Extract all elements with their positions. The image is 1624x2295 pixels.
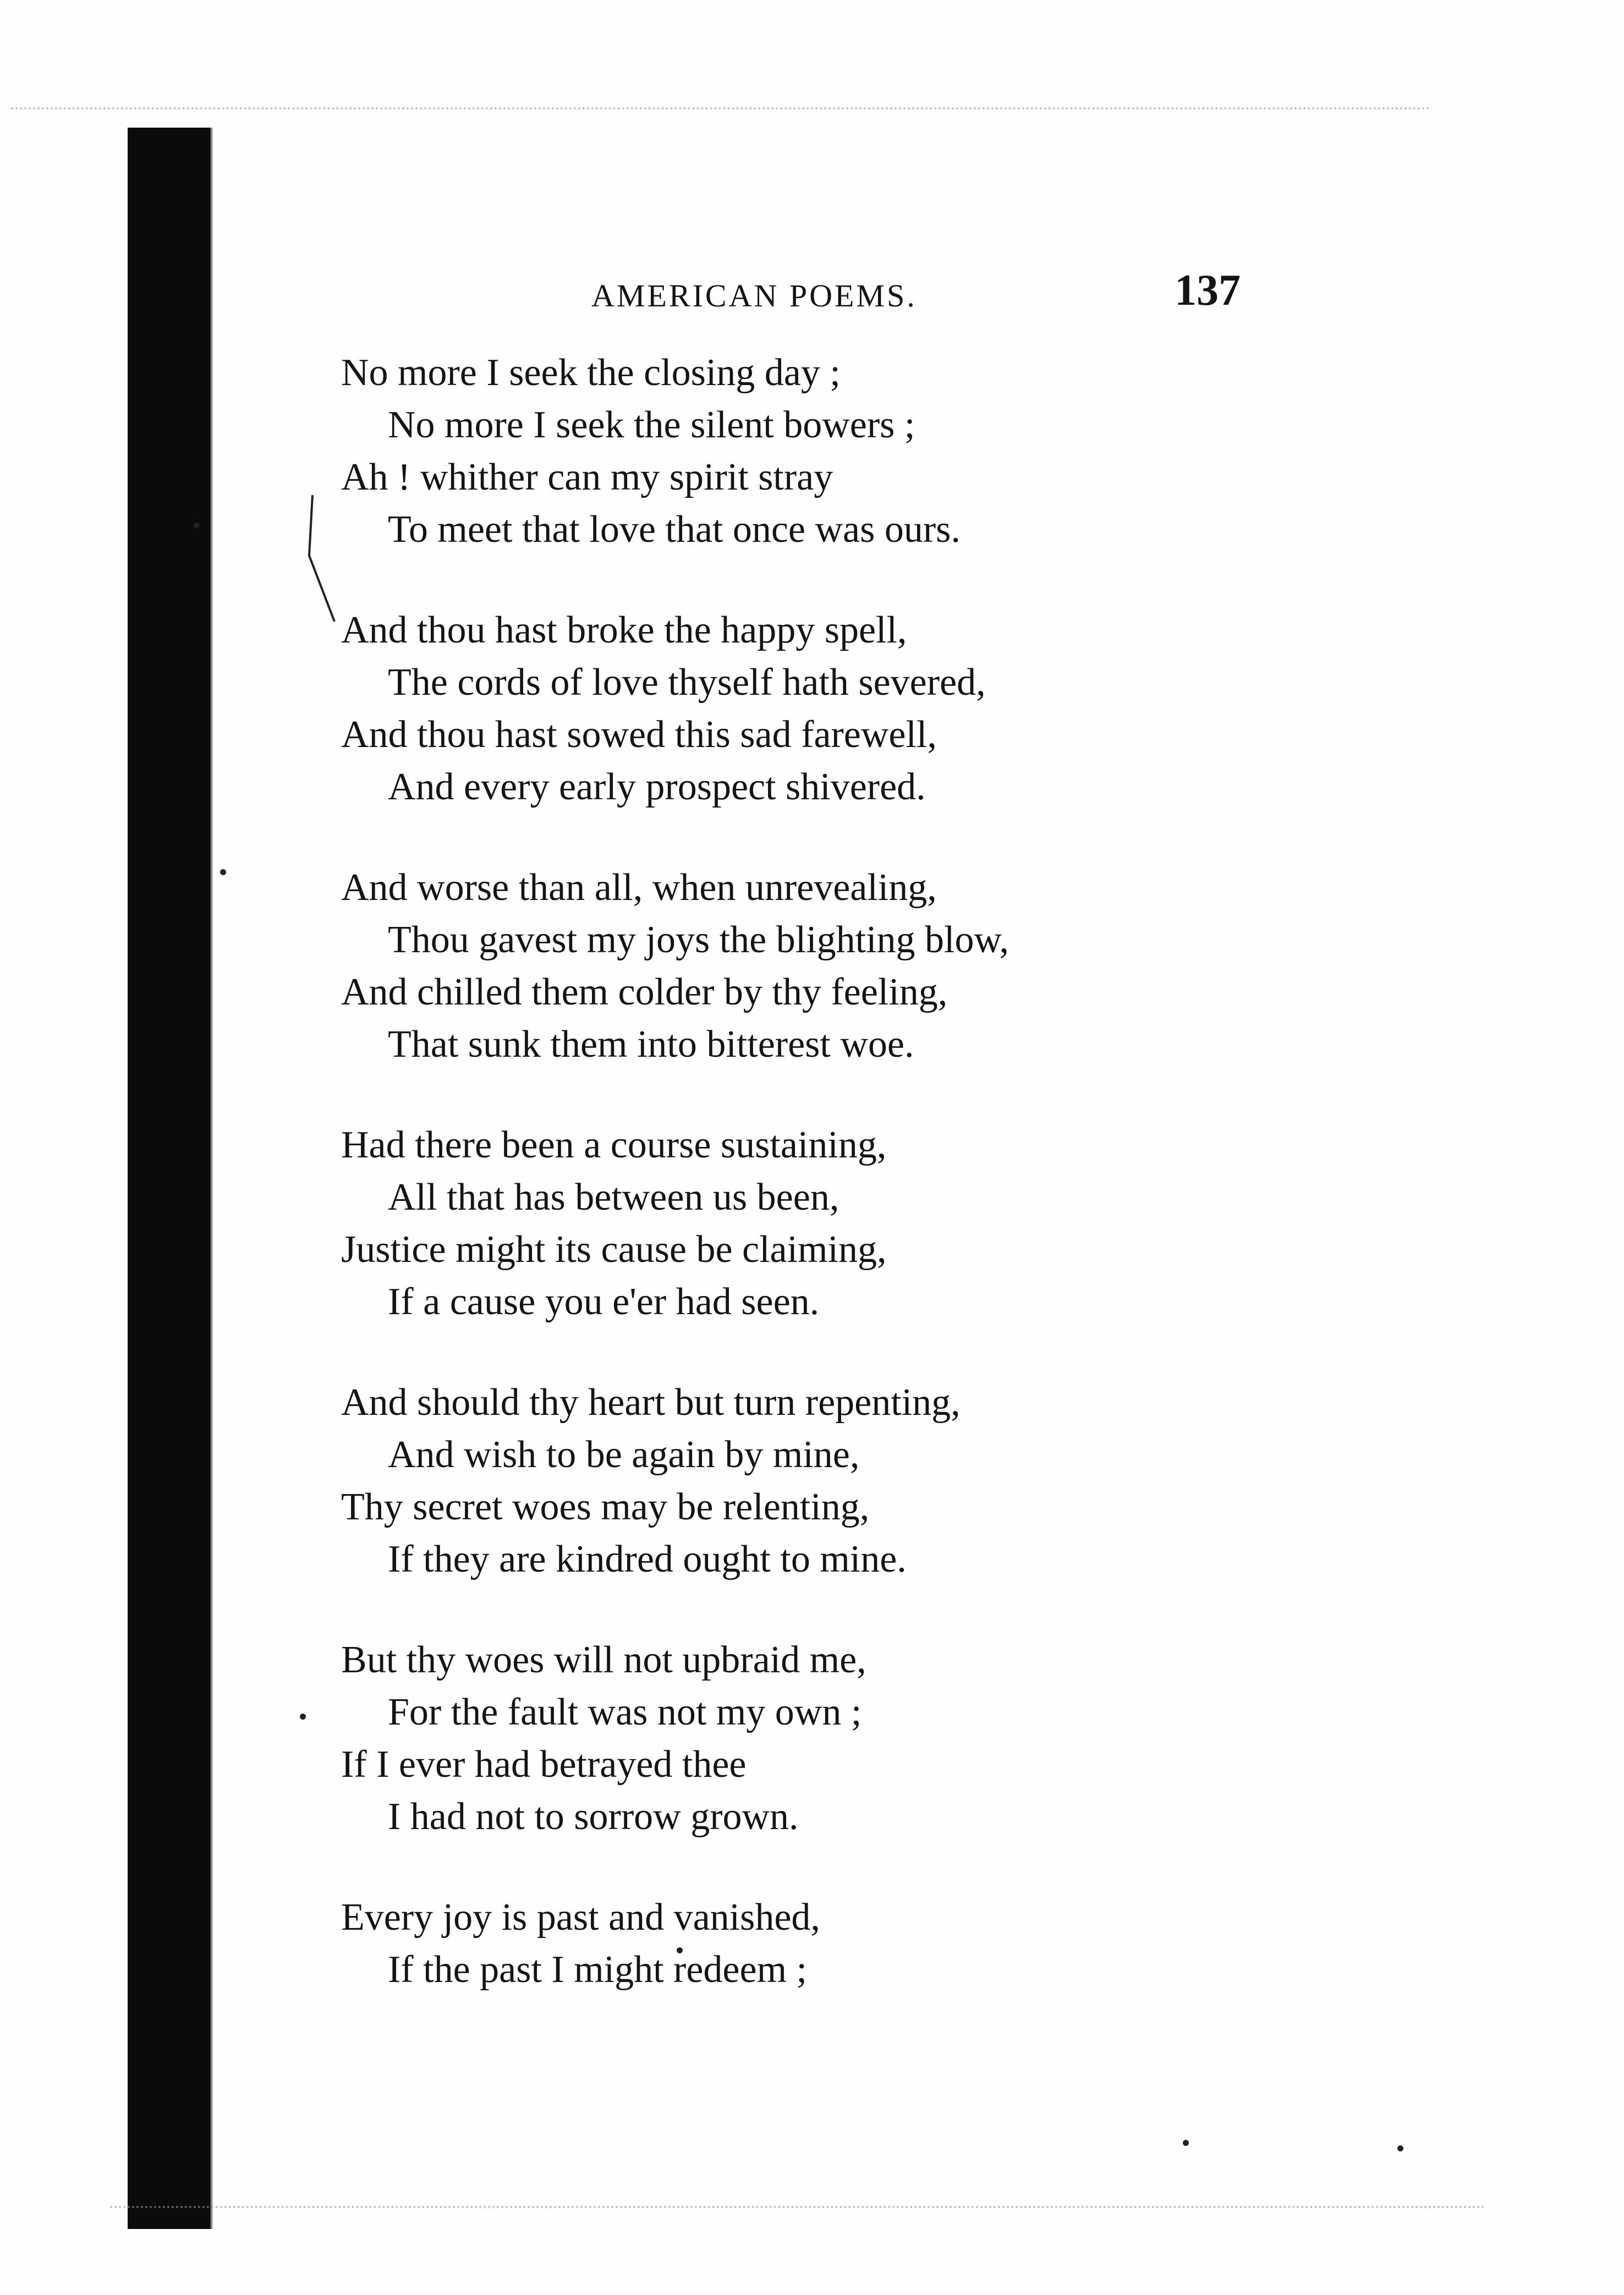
poem-line: For the fault was not my own ; xyxy=(388,1691,862,1733)
stanza xyxy=(341,1891,1441,1996)
poem-line: And thou hast sowed this sad farewell, xyxy=(341,713,937,756)
margin-pen-mark xyxy=(301,495,340,622)
poem-line: Thy secret woes may be relenting, xyxy=(341,1486,870,1528)
stanza xyxy=(341,861,1441,1070)
poem-line: And chilled them colder by thy feeling, xyxy=(341,971,948,1013)
ink-speck xyxy=(1397,2145,1403,2151)
stanza xyxy=(341,604,1441,813)
poem-line: Had there been a course sustaining, xyxy=(341,1124,887,1166)
stanza xyxy=(341,1634,1441,1843)
ink-speck xyxy=(194,523,200,529)
poem-line: If I ever had betrayed thee xyxy=(341,1743,747,1786)
poem-line: All that has between us been, xyxy=(388,1176,840,1218)
ink-speck xyxy=(220,869,226,875)
scan-noise-top xyxy=(11,107,1430,109)
binding-shadow xyxy=(128,128,210,2229)
ink-speck xyxy=(1183,2140,1189,2146)
poem-line: Thou gavest my joys the blighting blow, xyxy=(388,919,1009,961)
poem-line: And every early prospect shivered. xyxy=(388,766,926,808)
running-title: AMERICAN POEMS. xyxy=(591,278,917,314)
stanza xyxy=(341,1376,1441,1585)
page-number: 137 xyxy=(1175,266,1241,315)
poem-line: If the past I might redeem ; xyxy=(388,1948,807,1991)
poem-line: That sunk them into bitterest woe. xyxy=(388,1023,914,1066)
scan-noise-bottom xyxy=(110,2206,1485,2208)
poem-body xyxy=(341,347,1441,2044)
poem-line: If a cause you e'er had seen. xyxy=(388,1281,820,1323)
poem-line: And should thy heart but turn repenting, xyxy=(341,1381,961,1424)
poem-line: Justice might its cause be claiming, xyxy=(341,1228,887,1271)
poem-line: I had not to sorrow grown. xyxy=(388,1796,799,1838)
poem-line: If they are kindred ought to mine. xyxy=(388,1538,907,1580)
poem-line: And thou hast broke the happy spell, xyxy=(341,609,907,651)
poem-line: No more I seek the silent bowers ; xyxy=(388,404,915,446)
poem-line: No more I seek the closing day ; xyxy=(341,352,841,394)
poem-line: To meet that love that once was ours. xyxy=(388,508,961,551)
poem-line: And worse than all, when unrevealing, xyxy=(341,866,937,909)
stanza xyxy=(341,1119,1441,1328)
poem-line: But thy woes will not upbraid me, xyxy=(341,1639,866,1681)
poem-line: The cords of love thyself hath severed, xyxy=(388,661,986,704)
poem-line: Every joy is past and vanished, xyxy=(341,1896,820,1939)
poem-line: Ah ! whither can my spirit stray xyxy=(341,456,833,498)
poem-line: And wish to be again by mine, xyxy=(388,1434,860,1476)
stanza xyxy=(341,347,1441,556)
ink-speck xyxy=(300,1714,306,1720)
